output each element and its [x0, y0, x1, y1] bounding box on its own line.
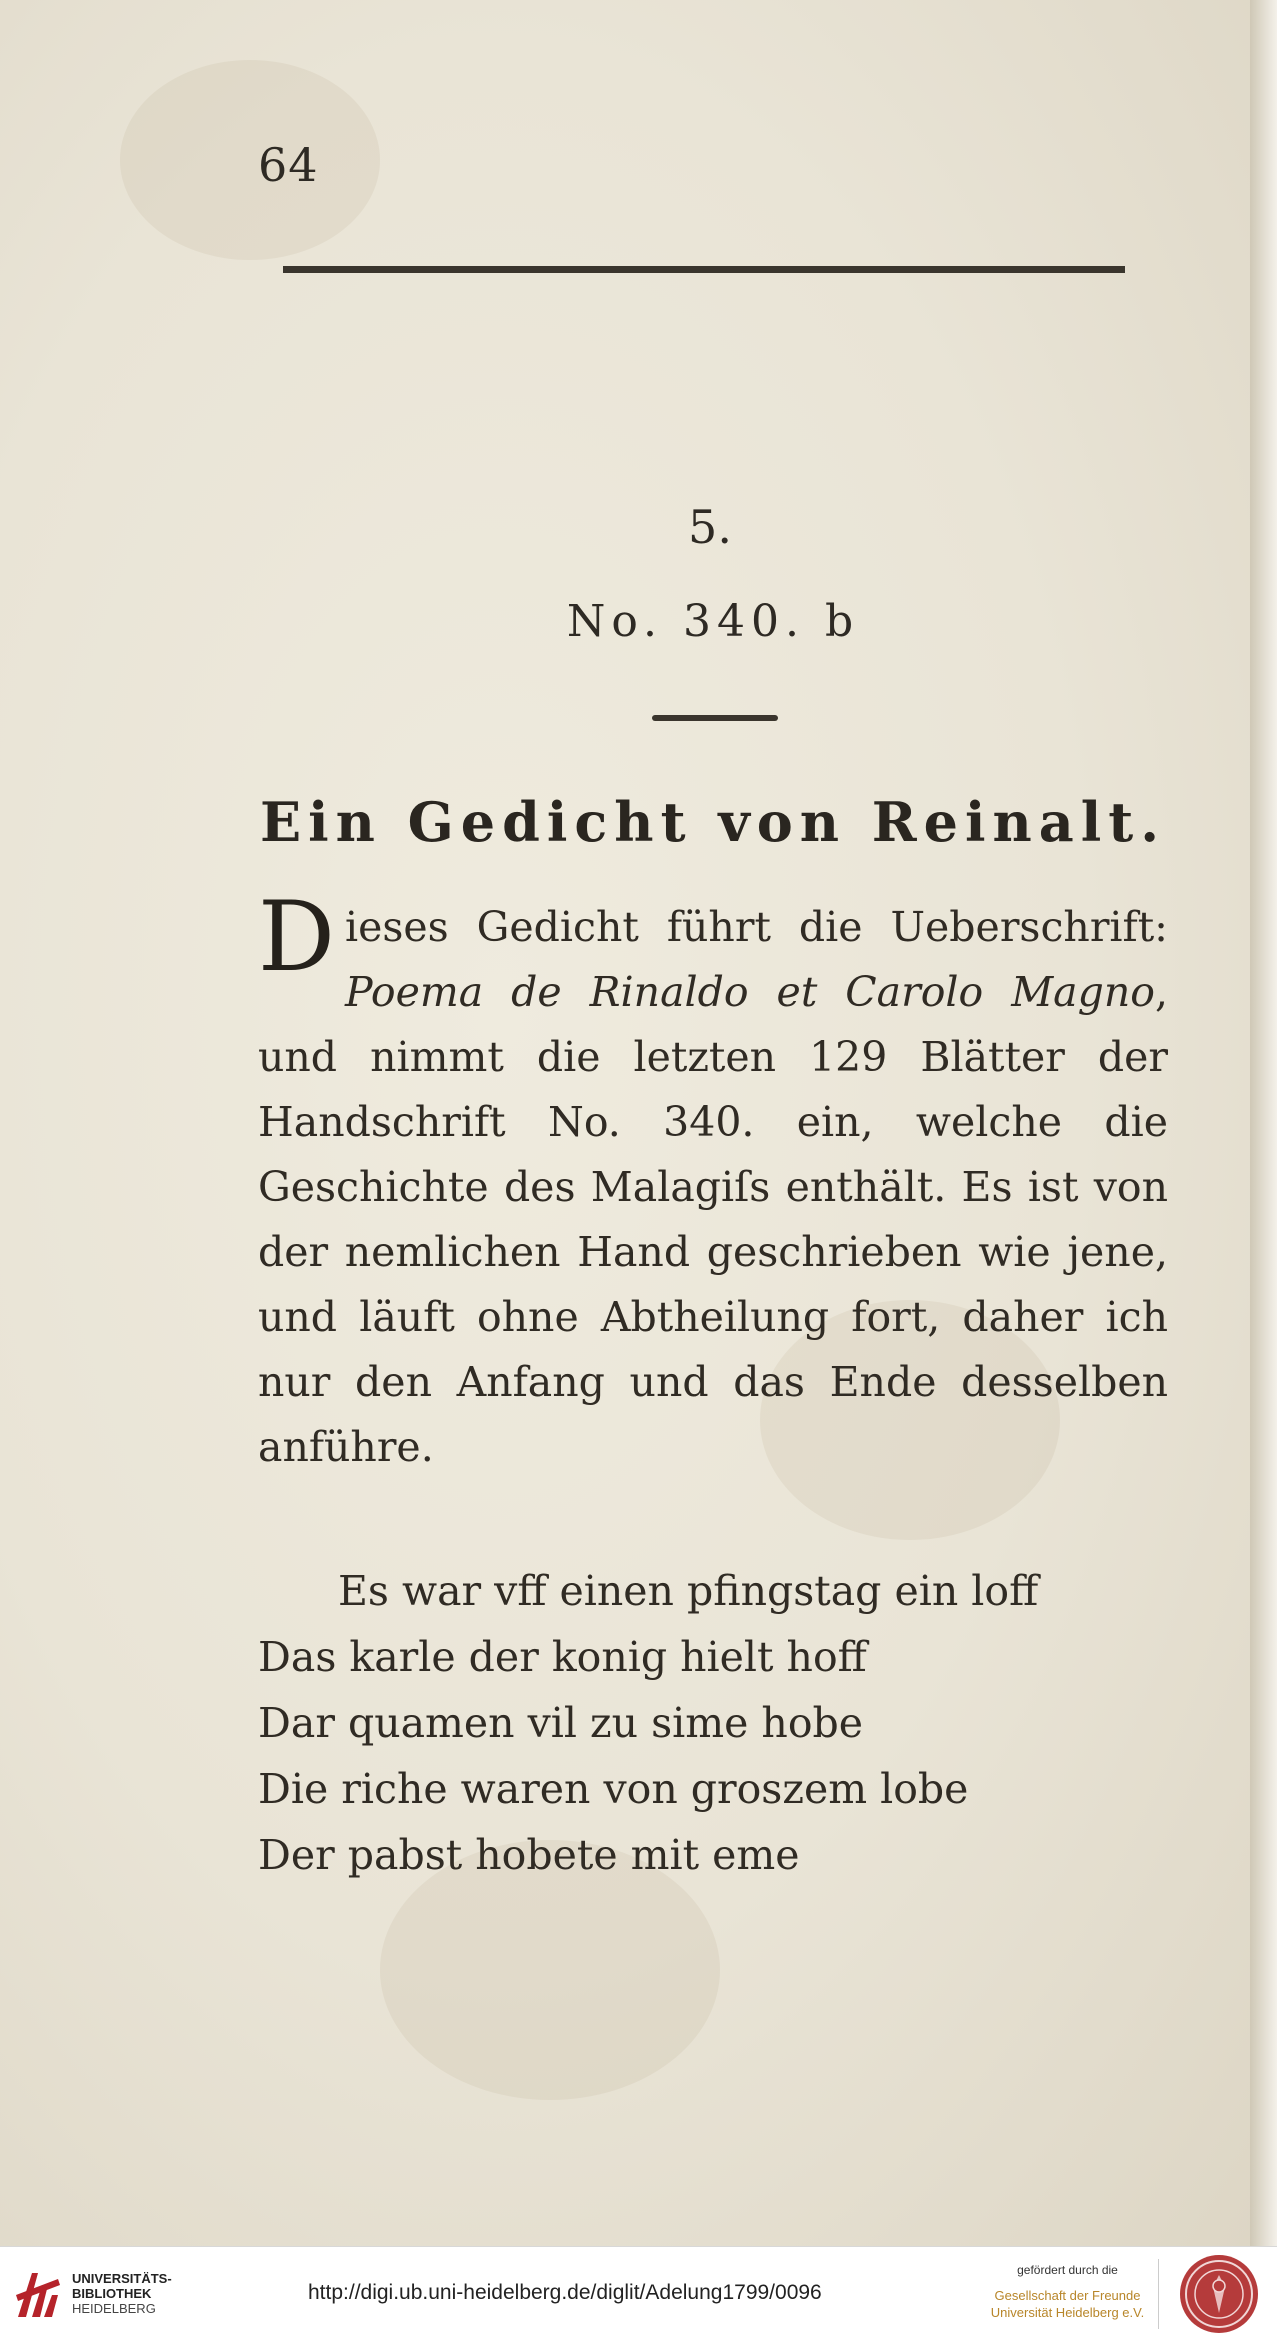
viewer-footer [0, 2246, 1277, 2341]
page-edge [1250, 0, 1277, 2246]
verse-line: Es war vff einen pfingstag ein loff [338, 1567, 1039, 1615]
sponsor-block [985, 2263, 1150, 2321]
header-rule [283, 266, 1125, 273]
library-name-line: UNIVERSITÄTS- [72, 2271, 172, 2286]
verse-line: Dar quamen vil zu sime hobe [258, 1699, 864, 1747]
paper-stain [120, 60, 380, 260]
library-name-line: HEIDELBERG [72, 2301, 156, 2316]
page-number: 64 [258, 138, 319, 192]
paragraph-text-1: ieses Gedicht führt die Ueberschrift: [344, 903, 1168, 951]
footer-divider [1158, 2259, 1159, 2329]
sponsor-label: gefördert durch die [1017, 2263, 1118, 2277]
permalink-url[interactable]: http://digi.ub.uni-heidelberg.de/diglit/Adelung1799/0096 [308, 2281, 822, 2304]
section-rule [652, 715, 778, 721]
university-seal-icon[interactable] [1178, 2253, 1260, 2335]
sponsor-name-line[interactable]: Universität Heidelberg e.V. [990, 2305, 1145, 2320]
paragraph-text-2: , und nimmt die letzten 129 Blätter der Handschrift No. 340. ein, welche die Geschichte des Malagiſs enthält. Es ist von der nemlichen Hand geschrieben wie jene, und läuft ohne Abtheilung fort, daher ich nur den Anfang und das Ende desselben anführe. [258, 968, 1168, 1471]
verse-block [258, 1558, 1158, 1888]
section-title: Ein Gedicht von Reinalt. [259, 790, 1167, 854]
verse-line: Das karle der konig hielt hoff [258, 1633, 867, 1681]
section-number: 5. [688, 500, 732, 554]
university-library-logo-icon[interactable] [12, 2265, 64, 2325]
drop-cap: D [258, 881, 335, 993]
manuscript-number: No. 340. b [566, 596, 860, 647]
sponsor-name-line[interactable]: Gesellschaft der Freunde [994, 2288, 1141, 2303]
library-name [72, 2271, 172, 2316]
latin-title: Poema de Rinaldo et Carolo Magno [344, 968, 1155, 1016]
verse-line: Die riche waren von groszem lobe [258, 1765, 969, 1813]
verse-line: Der pabst hobete mit eme [258, 1831, 800, 1879]
body-paragraph [258, 881, 1168, 1480]
library-name-line: BIBLIOTHEK [72, 2286, 152, 2301]
